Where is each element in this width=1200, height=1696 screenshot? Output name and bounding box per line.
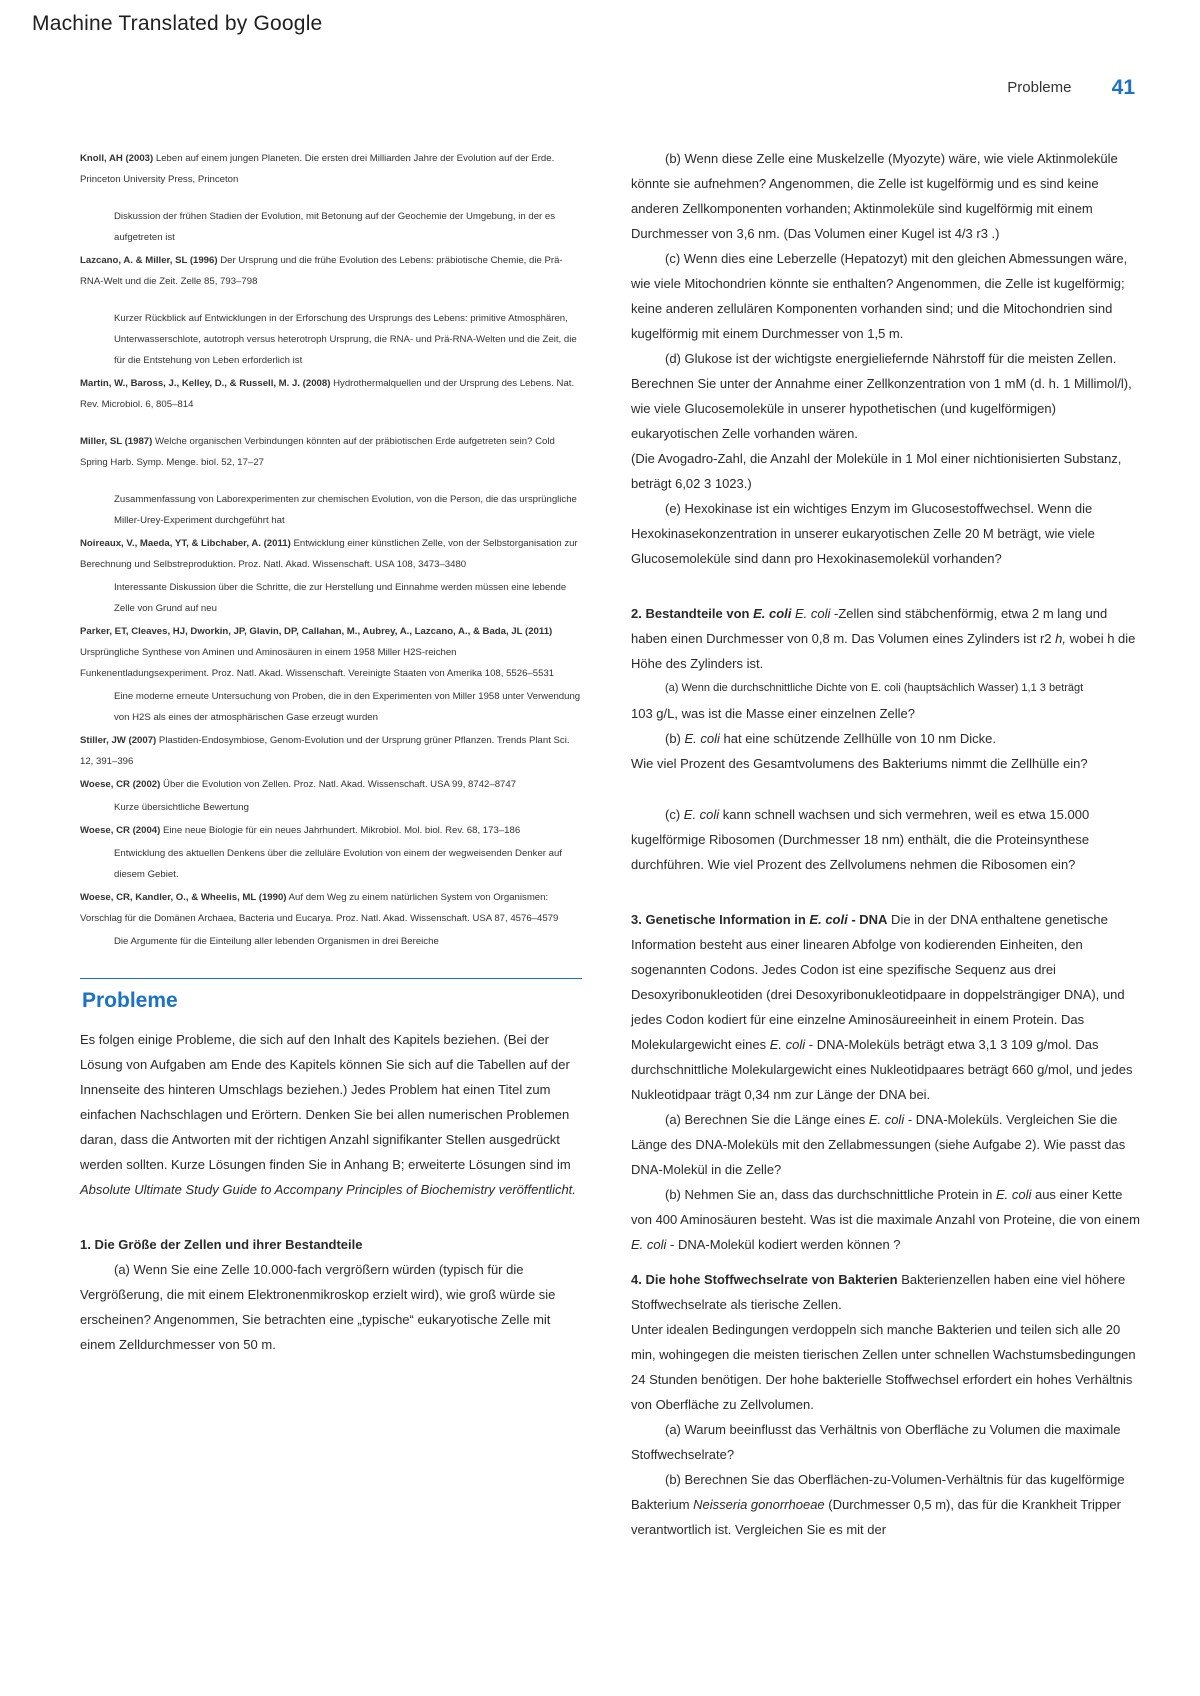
- problem-3-text: Die in der DNA enthaltene genetische Information besteht aus einer linearen Abfolge von kodierenden Einheiten, den sogenannten Codons. Jedes Codon ist eine spezifische Sequenz aus drei Desoxyribonukleotiden (drei Desoxyribonukleotidpaare in doppelsträngiger DNA), und jedes Codon kodiert für eine einzelne Aminosäureeinheit in einem Protein. Das Molekulargewicht eines: [631, 912, 1125, 1052]
- reference-author: Martin, W., Baross, J., Kelley, D., & Russell, M. J. (2008): [80, 378, 331, 389]
- reference-entry: [80, 621, 582, 684]
- reference-entry: [80, 431, 582, 473]
- reference-author: Noireaux, V., Maeda, YT, & Libchaber, A. (2011): [80, 538, 291, 549]
- reference-annotation: Zusammenfassung von Laborexperimenten zur chemischen Evolution, von die Person, die das ursprüngliche Miller-Urey-Experiment durchgeführt hat: [114, 494, 577, 526]
- reference-entry: [80, 887, 582, 929]
- reference-entry: [80, 148, 582, 190]
- reference-author: Woese, CR (2004): [80, 825, 161, 836]
- reference-citation: Plastiden-Endosymbiose, Genom-Evolution und der Ursprung grüner Pflanzen. Trends Plant Sci. 12, 391–396: [80, 735, 570, 767]
- problems-intro: [80, 1027, 582, 1202]
- reference-annotation: Entwicklung des aktuellen Denkens über die zelluläre Evolution von einem der wegweisenden Denker auf diesem Gebiet.: [114, 848, 562, 880]
- problem-2-title-ecoli: E. coli: [753, 606, 792, 621]
- reference-entry: [80, 730, 582, 772]
- problem-3: [631, 907, 1146, 1107]
- problem-1c: (c) Wenn dies eine Leberzelle (Hepatozyt) mit den gleichen Abmessungen wäre, wie viele Mitochondrien könnte sie enthalten? Angenommen, die Zelle ist kugelförmig; keine anderen zellulären Komponenten vorhanden sind; und die Mitochondrien sind kugelförmig mit einem Durchmesser von 1,5 m.: [631, 251, 1128, 341]
- reference-annotation: Die Argumente für die Einteilung aller lebenden Organismen in drei Bereiche: [114, 936, 439, 947]
- reference-citation: Leben auf einem jungen Planeten. Die ersten drei Milliarden Jahre der Evolution auf der Erde. Princeton University Press, Princeton: [80, 153, 555, 185]
- problem-3b-ecoli: E. coli: [995, 1187, 1032, 1202]
- intro-study-guide-title: Absolute Ultimate Study Guide to Accompany Principles of Biochemistry veröffentlicht.: [80, 1182, 576, 1197]
- reference-citation: Entwicklung einer künstlichen Zelle, von der Selbstorganisation zur Berechnung und Selbstreproduktion. Proz. Natl. Akad. Wissenschaft. USA 108, 3473–3480: [80, 538, 578, 570]
- problem-3b: [631, 1182, 1146, 1257]
- problem-3b-text: aus einer Kette von 400 Aminosäuren besteht. Was ist die maximale Anzahl von Proteine, die von einem: [631, 1187, 1140, 1227]
- problem-2c: [631, 802, 1146, 877]
- problem-2-h: h,: [1055, 631, 1066, 646]
- page-number: 41: [1111, 76, 1135, 99]
- reference-citation: Ursprüngliche Synthese von Aminen und Aminosäuren in einem 1958 Miller H2S-reichen Funkenentladungsexperiment. Proz. Natl. Akad. Wissenschaft. Vereinigte Staaten von Amerika 108, 5526–5531: [80, 647, 555, 679]
- problem-4-text: Bakterienzellen haben eine viel höhere Stoffwechselrate als tierische Zellen.: [631, 1272, 1126, 1312]
- reference-author: Woese, CR (2002): [80, 779, 161, 790]
- problem-2-title: 2. Bestandteile von: [631, 606, 754, 621]
- problem-3-text-end: - DNA-Moleküls beträgt etwa 3,1 3 109 g/mol. Das durchschnittliche Molekulargewicht eines Nukleotidpaares beträgt 660 g/mol, und jedes Nukleotidpaar trägt 0,34 nm zur Länge der DNA bei.: [631, 1037, 1133, 1102]
- problem-4-cont: Unter idealen Bedingungen verdoppeln sich manche Bakterien und teilen sich alle 20 min, wohingegen die meisten tierischen Zellen unter schnellen Wachstumsbedingungen 24 Stunden benötigen. Der hohe bakterielle Stoffwechsel erfordert ein hohes Verhältnis von Oberfläche zu Zellvolumen.: [631, 1322, 1136, 1412]
- reference-entry: [80, 774, 582, 795]
- problem-2b-label: (b): [665, 731, 685, 746]
- problem-2c-text: kann schnell wachsen und sich vermehren, weil es etwa 15.000 kugelförmige Ribosomen (Durchmesser 18 nm) enthält, die die Proteinsynthese durchführen. Wie viel Prozent des Zellvolumens nehmen die Ribosomen ein?: [631, 807, 1090, 872]
- problem-2-text: -Zellen sind stäbchenförmig, etwa 2 m lang und haben einen Durchmesser von 0,8 m. Das Volumen eines Zylinders ist r2: [631, 606, 1108, 646]
- problem-1-heading: 1. Die Größe der Zellen und ihrer Bestandteile: [80, 1237, 363, 1252]
- reference-author: Woese, CR, Kandler, O., & Wheelis, ML (1990): [80, 892, 287, 903]
- problem-3a: [631, 1107, 1146, 1182]
- section-divider: [80, 978, 582, 979]
- reference-citation: Eine neue Biologie für ein neues Jahrhundert. Mikrobiol. Mol. biol. Rev. 68, 173–186: [160, 825, 521, 836]
- problem-2c-ecoli: E. coli: [683, 807, 720, 822]
- problem-1d-note: (Die Avogadro-Zahl, die Anzahl der Moleküle in 1 Mol einer nichtionisierten Substanz, beträgt 6,02 3 1023.): [631, 451, 1122, 491]
- running-head-title: Probleme: [1007, 79, 1072, 96]
- problem-3b-ecoli-2: E. coli: [631, 1237, 667, 1252]
- problem-3a-ecoli: E. coli: [868, 1112, 905, 1127]
- reference-author: Knoll, AH (2003): [80, 153, 154, 164]
- reference-author: Parker, ET, Cleaves, HJ, Dworkin, JP, Glavin, DP, Callahan, M., Aubrey, A., Lazcano, A., & Bada, JL (2011): [80, 626, 553, 637]
- left-column: [80, 148, 582, 1357]
- machine-translation-watermark: Machine Translated by Google: [32, 12, 323, 35]
- section-title-probleme: Probleme: [82, 989, 178, 1012]
- problem-2b: [631, 726, 1146, 751]
- reference-entry: [80, 373, 582, 415]
- running-head: [0, 74, 1135, 98]
- problem-3-title-dna: - DNA: [847, 912, 888, 927]
- problem-1d: (d) Glukose ist der wichtigste energieliefernde Nährstoff für die meisten Zellen. Berechnen Sie unter der Annahme einer Zellkonzentration von 1 mM (d. h. 1 Millimol/l), wie viele Glucosemoleküle in unserer hypothetischen (und kugelförmigen) eukaryotischen Zelle vorhanden wären.: [631, 351, 1132, 441]
- problem-2a-cont: 103 g/L, was ist die Masse einer einzelnen Zelle?: [631, 706, 915, 721]
- intro-text: Es folgen einige Probleme, die sich auf den Inhalt des Kapitels beziehen. (Bei der Lösung von Aufgaben am Ende des Kapitels können Sie sich auf die Tabellen auf der Innenseite des hinteren Umschlags beziehen.) Jedes Problem hat einen Titel zum einfachen Nachschlagen und Erörtern. Denken Sie bei allen numerischen Problemen daran, dass die Antworten mit der richtigen Anzahl signifikanter Stellen ausgedrückt werden sollten. Kurze Lösungen finden Sie in Anhang B; erweiterte Lösungen sind im: [80, 1032, 571, 1172]
- right-column: [631, 146, 1146, 1542]
- reference-citation: Hydrothermalquellen und der Ursprung des Lebens. Nat. Rev. Microbiol. 6, 805–814: [80, 378, 575, 410]
- reference-entry: [80, 250, 582, 292]
- reference-author: Lazcano, A. & Miller, SL (1996): [80, 255, 218, 266]
- reference-annotation: Kurze übersichtliche Bewertung: [114, 802, 249, 813]
- problem-3-title-ecoli: E. coli: [809, 912, 848, 927]
- problem-4b-species: Neisseria gonorrhoeae: [693, 1497, 825, 1512]
- problem-4b-text-end: (Durchmesser 0,5 m), das für die Krankheit Tripper verantwortlich ist. Vergleichen Sie es mit der: [631, 1497, 1121, 1537]
- problem-3a-label: (a) Berechnen Sie die Länge eines: [665, 1112, 869, 1127]
- problem-4: [631, 1267, 1146, 1317]
- reference-citation: Über die Evolution von Zellen. Proz. Natl. Akad. Wissenschaft. USA 99, 8742–8747: [160, 779, 517, 790]
- problem-1b: (b) Wenn diese Zelle eine Muskelzelle (Myozyte) wäre, wie viele Aktinmoleküle könnte sie aufnehmen? Angenommen, die Zelle ist kugelförmig und es sind keine anderen Zellkomponenten vorhanden; Aktinmoleküle sind kugelförmig mit einem Durchmesser von 3,6 nm. (Das Volumen einer Kugel ist 4/3 r3 .): [631, 151, 1118, 241]
- reference-citation: Welche organischen Verbindungen könnten auf der präbiotischen Erde aufgetreten sein? Cold Spring Harb. Symp. Menge. biol. 52, 17–27: [80, 436, 555, 468]
- problem-1a: (a) Wenn Sie eine Zelle 10.000-fach vergrößern würden (typisch für die Vergrößerung, die mit einem Elektronenmikroskop erzielt wird), wie groß würde sie erscheinen? Angenommen, Sie betrachten eine „typische“ eukaryotische Zelle mit einem Zelldurchmesser von 50 m.: [80, 1262, 556, 1352]
- problem-2b-ecoli: E. coli: [684, 731, 720, 746]
- reference-annotation: Eine moderne erneute Untersuchung von Proben, die in den Experimenten von Miller 1958 unter Verwendung von H2S als eines der atmosphärischen Gase erzeugt wurden: [114, 691, 581, 723]
- reference-annotation: Interessante Diskussion über die Schritte, die zur Herstellung und Einnahme werden müssen eine lebende Zelle von Grund auf neu: [114, 582, 567, 614]
- reference-author: Stiller, JW (2007): [80, 735, 157, 746]
- problem-3a-text: - DNA-Moleküls. Vergleichen Sie die Länge des DNA-Moleküls mit den Zellabmessungen (siehe Aufgabe 2). Wie passt das DNA-Molekül in die Zelle?: [631, 1112, 1126, 1177]
- problem-4b: [631, 1467, 1146, 1542]
- problem-2-text-end: wobei h die Höhe des Zylinders ist.: [631, 631, 1136, 671]
- problem-2c-label: (c): [665, 807, 684, 822]
- problem-4-title: 4. Die hohe Stoffwechselrate von Bakterien: [631, 1272, 898, 1287]
- problem-3b-label: (b) Nehmen Sie an, dass das durchschnittliche Protein in: [665, 1187, 996, 1202]
- reference-annotation: Kurzer Rückblick auf Entwicklungen in der Erforschung des Ursprungs des Lebens: primitive Atmosphären, Unterwasserschlote, autotroph versus heterotroph Ursprung, die RNA- und Prä-RNA-Welten und die Zeit, die für die Entstehung von Leben erforderlich ist: [114, 313, 577, 366]
- reference-entry: [80, 533, 582, 575]
- problem-3-ecoli: E. coli: [769, 1037, 806, 1052]
- problem-3-title: 3. Genetische Information in: [631, 912, 810, 927]
- reference-author: Miller, SL (1987): [80, 436, 153, 447]
- problem-2-heading: [631, 601, 1146, 676]
- reference-entry: [80, 820, 582, 841]
- reference-annotation: Diskussion der frühen Stadien der Evolution, mit Betonung auf der Geochemie der Umgebung, in der es aufgetreten ist: [114, 211, 556, 243]
- problem-1e: (e) Hexokinase ist ein wichtiges Enzym im Glucosestoffwechsel. Wenn die Hexokinasekonzentration in unserer eukaryotischen Zelle 20 M beträgt, wie viele Glucosemoleküle sind dann pro Hexokinasemolekül vorhanden?: [631, 501, 1095, 566]
- reference-citation: Der Ursprung und die frühe Evolution des Lebens: präbiotische Chemie, die Prä-RNA-Welt und die Zeit. Zelle 85, 793–798: [80, 255, 563, 287]
- problem-3b-text-end: - DNA-Molekül kodiert werden können ?: [666, 1237, 901, 1252]
- problem-2b-question: Wie viel Prozent des Gesamtvolumens des Bakteriums nimmt die Zellhülle ein?: [631, 756, 1088, 771]
- problem-2b-text: hat eine schützende Zellhülle von 10 nm Dicke.: [719, 731, 996, 746]
- problem-4a: (a) Warum beeinflusst das Verhältnis von Oberfläche zu Volumen die maximale Stoffwechselrate?: [631, 1422, 1121, 1462]
- problem-4b-text: (b) Berechnen Sie das Oberflächen-zu-Volumen-Verhältnis für das kugelförmige Bakterium: [631, 1472, 1125, 1512]
- reference-list: [80, 148, 582, 952]
- problem-2a: (a) Wenn die durchschnittliche Dichte von E. coli (hauptsächlich Wasser) 1,1 3 beträgt: [665, 682, 1084, 694]
- reference-citation: Auf dem Weg zu einem natürlichen System von Organismen: Vorschlag für die Domänen Archaea, Bacteria und Eucarya. Proz. Natl. Akad. Wissenschaft. USA 87, 4576–4579: [80, 892, 559, 924]
- problem-2-ecoli: E. coli: [795, 606, 831, 621]
